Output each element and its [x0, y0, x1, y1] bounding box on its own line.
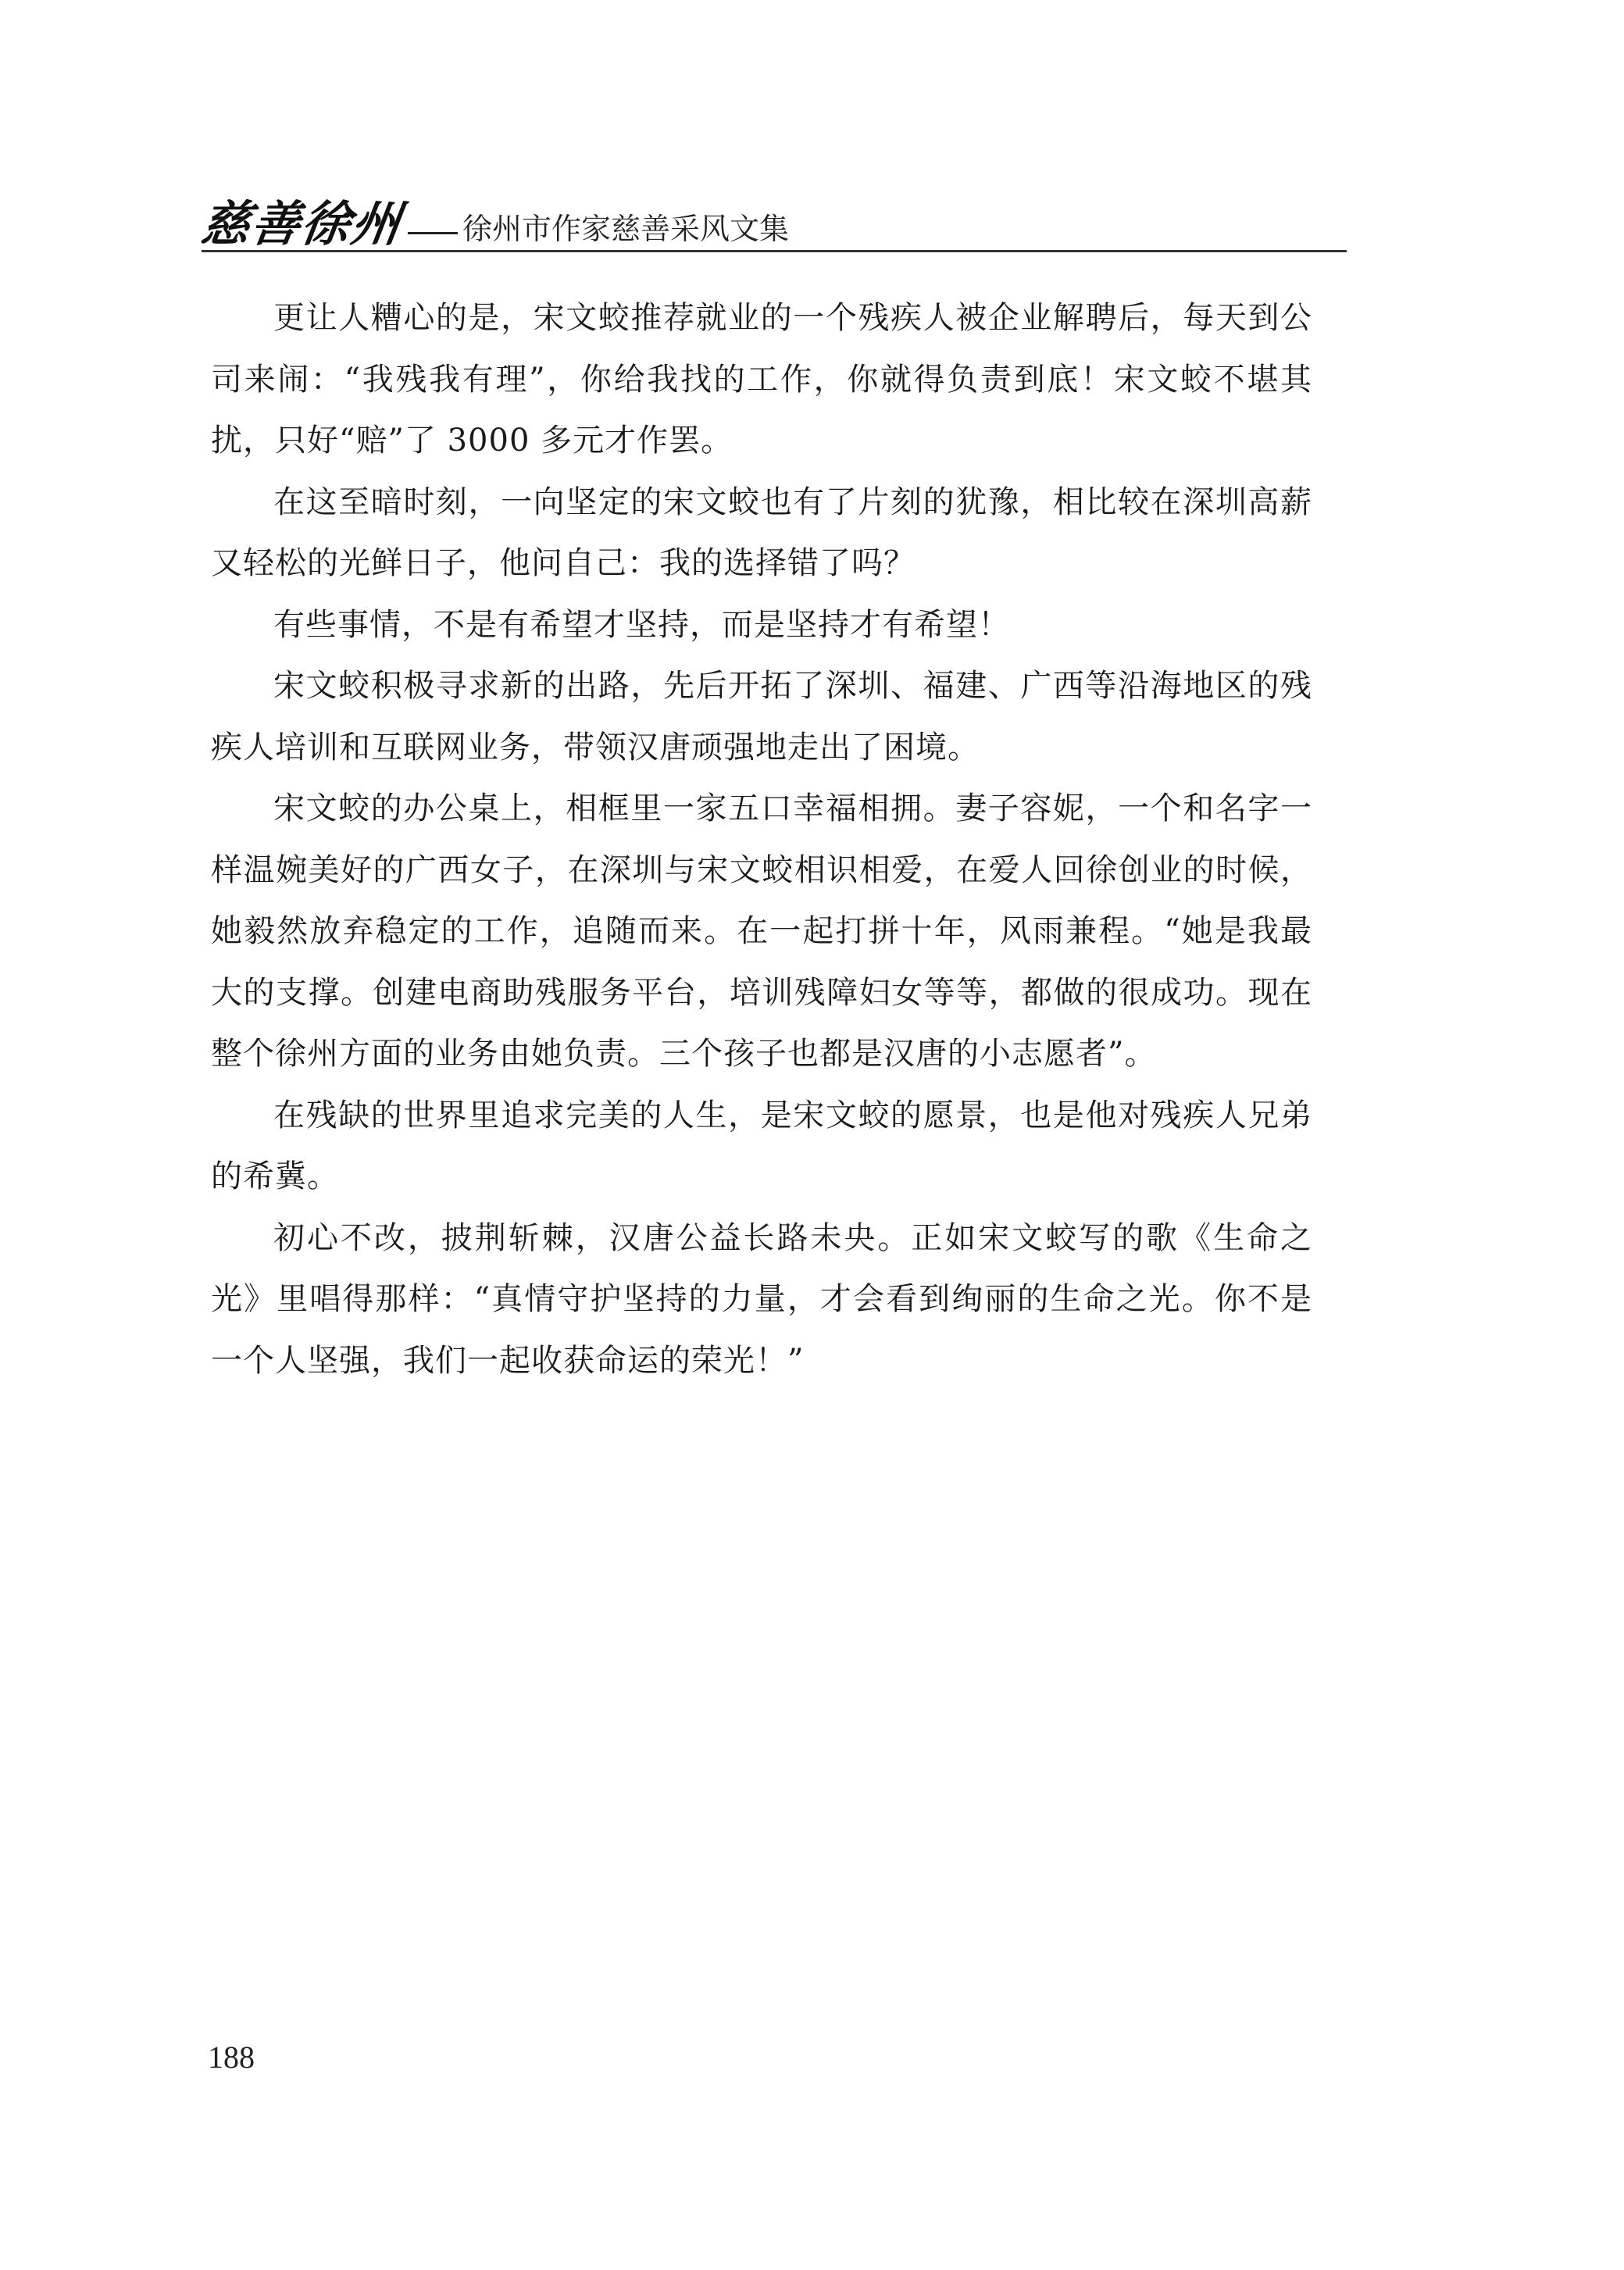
paragraph: 初心不改，披荆斩棘，汉唐公益长路未央。正如宋文蛟写的歌《生命之光》里唱得那样：“真情守护坚持的力量，才会看到绚丽的生命之光。你不是一个人坚强，我们一起收获命运的荣光！”	[211, 1219, 1312, 1379]
header-rule	[202, 250, 1347, 252]
paragraph: 宋文蛟积极寻求新的出路，先后开拓了深圳、福建、广西等沿海地区的残疾人培训和互联网业务，带领汉唐顽强地走出了困境。	[211, 668, 1312, 766]
page-number: 188	[208, 2040, 255, 2075]
body-text	[211, 287, 1312, 1391]
paragraph: 有些事情，不是有希望才坚持，而是坚持才有希望！	[273, 606, 1010, 643]
paragraph: 在残缺的世界里追求完美的人生，是宋文蛟的愿景，也是他对残疾人兄弟的希冀。	[211, 1097, 1312, 1194]
paragraph: 在这至暗时刻，一向坚定的宋文蛟也有了片刻的犹豫，相比较在深圳高薪又轻松的光鲜日子，他问自己：我的选择错了吗？	[211, 484, 1312, 581]
header-logo: 慈善徐州	[197, 195, 406, 252]
paragraph: 宋文蛟的办公桌上，相框里一家五口幸福相拥。妻子容妮，一个和名字一样温婉美好的广西女子，在深圳与宋文蛟相识相爱，在爱人回徐创业的时候，她毅然放弃稳定的工作，追随而来。在一起打拼十年，风雨兼程。“她是我最大的支撑。创建电商助残服务平台，培训残障妇女等等，都做的很成功。现在整个徐州方面的业务由她负责。三个孩子也都是汉唐的小志愿者”。	[211, 791, 1312, 1072]
running-header	[197, 186, 1347, 252]
header-subtitle: 徐州市作家慈善采风文集	[462, 212, 790, 246]
header-dash	[408, 232, 458, 234]
paragraph: 更让人糟心的是，宋文蛟推荐就业的一个残疾人被企业解聘后，每天到公司来闹：“我残我有理”，你给我找的工作，你就得负责到底！宋文蛟不堪其扰，只好“赔”了 3000 多元才作罢。	[211, 300, 1312, 459]
